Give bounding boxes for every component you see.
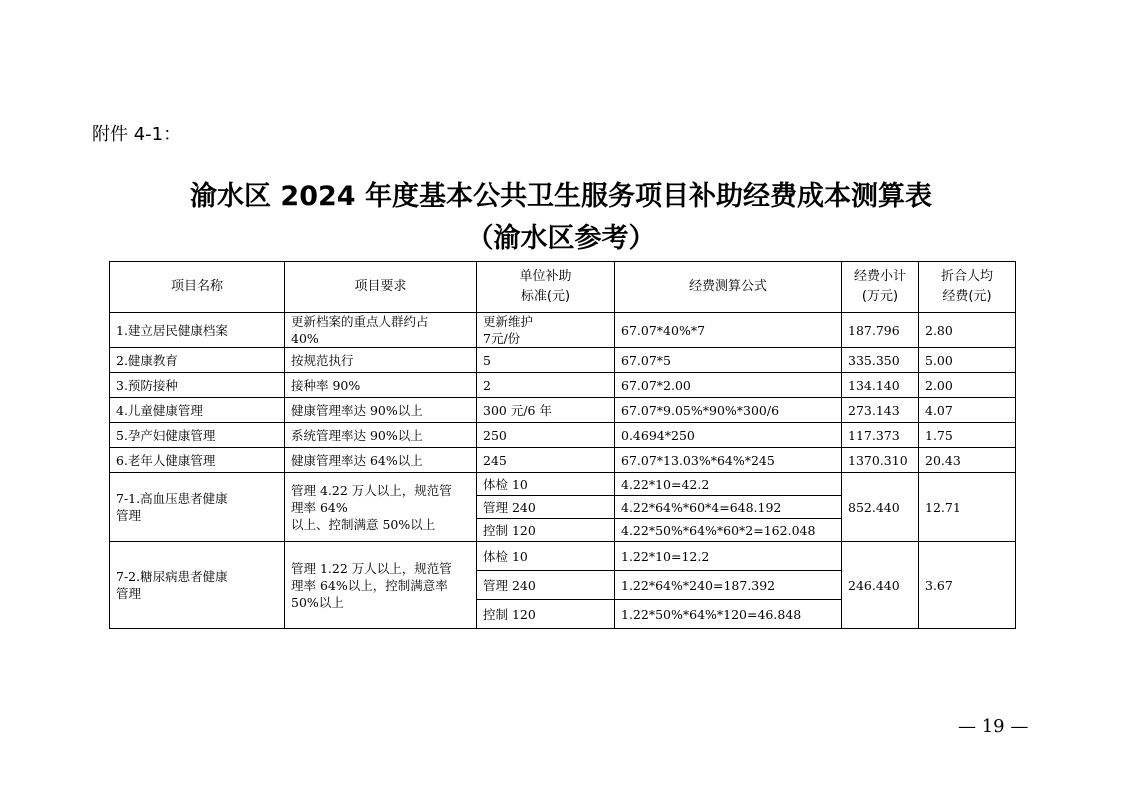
row-requirement: 接种率 90% (285, 373, 477, 398)
row-formula: 0.4694*250 (615, 423, 842, 448)
table-row (110, 313, 1016, 348)
row-name: 5.孕产妇健康管理 (110, 423, 285, 448)
table-row (110, 423, 1016, 448)
row-name: 2.健康教育 (110, 348, 285, 373)
row-standard: 体检 10 (477, 542, 615, 571)
row-standard: 245 (477, 448, 615, 473)
row-formula: 67.07*40%*7 (615, 313, 842, 348)
header-unit-standard: 单位补助 标准(元) (477, 262, 615, 313)
row-standard: 体检 10 (477, 473, 615, 496)
row-standard: 管理 240 (477, 571, 615, 600)
table-row (110, 373, 1016, 398)
row-name: 6.老年人健康管理 (110, 448, 285, 473)
row-formula: 67.07*5 (615, 348, 842, 373)
row-formula: 1.22*50%*64%*120=46.848 (615, 600, 842, 629)
row-standard: 管理 240 (477, 496, 615, 519)
header-row (110, 262, 1016, 313)
row-requirement: 系统管理率达 90%以上 (285, 423, 477, 448)
row-per-capita: 20.43 (919, 448, 1016, 473)
row-standard: 2 (477, 373, 615, 398)
row-subtotal: 246.440 (842, 542, 919, 629)
row-requirement: 按规范执行 (285, 348, 477, 373)
row-standard: 250 (477, 423, 615, 448)
document-subtitle: （渝水区参考） (466, 223, 656, 254)
row-per-capita: 2.80 (919, 313, 1016, 348)
header-name: 项目名称 (110, 262, 285, 313)
row-standard: 控制 120 (477, 600, 615, 629)
row-requirement: 健康管理率达 64%以上 (285, 448, 477, 473)
table-row (110, 398, 1016, 423)
row-per-capita: 4.07 (919, 398, 1016, 423)
row-subtotal: 117.373 (842, 423, 919, 448)
row-requirement: 更新档案的重点人群约占 40% (285, 313, 477, 348)
row-formula: 4.22*64%*60*4=648.192 (615, 496, 842, 519)
row-formula: 4.22*10=42.2 (615, 473, 842, 496)
row-subtotal: 134.140 (842, 373, 919, 398)
row-formula: 1.22*64%*240=187.392 (615, 571, 842, 600)
row-name: 7-2.糖尿病患者健康 管理 (110, 542, 285, 629)
row-requirement: 管理 4.22 万人以上，规范管 理率 64% 以上、控制满意 50%以上 (285, 473, 477, 542)
row-standard: 300 元/6 年 (477, 398, 615, 423)
cost-table (109, 261, 1016, 629)
row-formula: 67.07*9.05%*90%*300/6 (615, 398, 842, 423)
row-standard: 5 (477, 348, 615, 373)
row-per-capita: 1.75 (919, 423, 1016, 448)
row-subtotal: 187.796 (842, 313, 919, 348)
row-name: 7-1.高血压患者健康 管理 (110, 473, 285, 542)
header-formula: 经费测算公式 (615, 262, 842, 313)
row-name: 3.预防接种 (110, 373, 285, 398)
document-title: 渝水区 2024 年度基本公共卫生服务项目补助经费成本测算表 (190, 181, 932, 212)
row-formula: 1.22*10=12.2 (615, 542, 842, 571)
table-row (110, 348, 1016, 373)
row-per-capita: 5.00 (919, 348, 1016, 373)
table-row-diabetes (110, 542, 1016, 571)
row-name: 1.建立居民健康档案 (110, 313, 285, 348)
row-subtotal: 852.440 (842, 473, 919, 542)
row-requirement: 健康管理率达 90%以上 (285, 398, 477, 423)
row-standard: 更新维护 7元/份 (477, 313, 615, 348)
table-row (110, 448, 1016, 473)
header-subtotal: 经费小计 (万元) (842, 262, 919, 313)
row-standard: 控制 120 (477, 519, 615, 542)
row-subtotal: 335.350 (842, 348, 919, 373)
header-requirement: 项目要求 (285, 262, 477, 313)
row-per-capita: 2.00 (919, 373, 1016, 398)
table-row-hypertension (110, 473, 1016, 496)
attachment-label: 附件 4-1： (92, 124, 182, 145)
row-formula: 4.22*50%*64%*60*2=162.048 (615, 519, 842, 542)
row-name: 4.儿童健康管理 (110, 398, 285, 423)
row-subtotal: 1370.310 (842, 448, 919, 473)
header-per-capita: 折合人均 经费(元) (919, 262, 1016, 313)
row-formula: 67.07*2.00 (615, 373, 842, 398)
page-number: — 19 — (958, 716, 1029, 737)
row-per-capita: 12.71 (919, 473, 1016, 542)
row-formula: 67.07*13.03%*64%*245 (615, 448, 842, 473)
row-subtotal: 273.143 (842, 398, 919, 423)
row-per-capita: 3.67 (919, 542, 1016, 629)
row-requirement: 管理 1.22 万人以上，规范管 理率 64%以上，控制满意率 50%以上 (285, 542, 477, 629)
